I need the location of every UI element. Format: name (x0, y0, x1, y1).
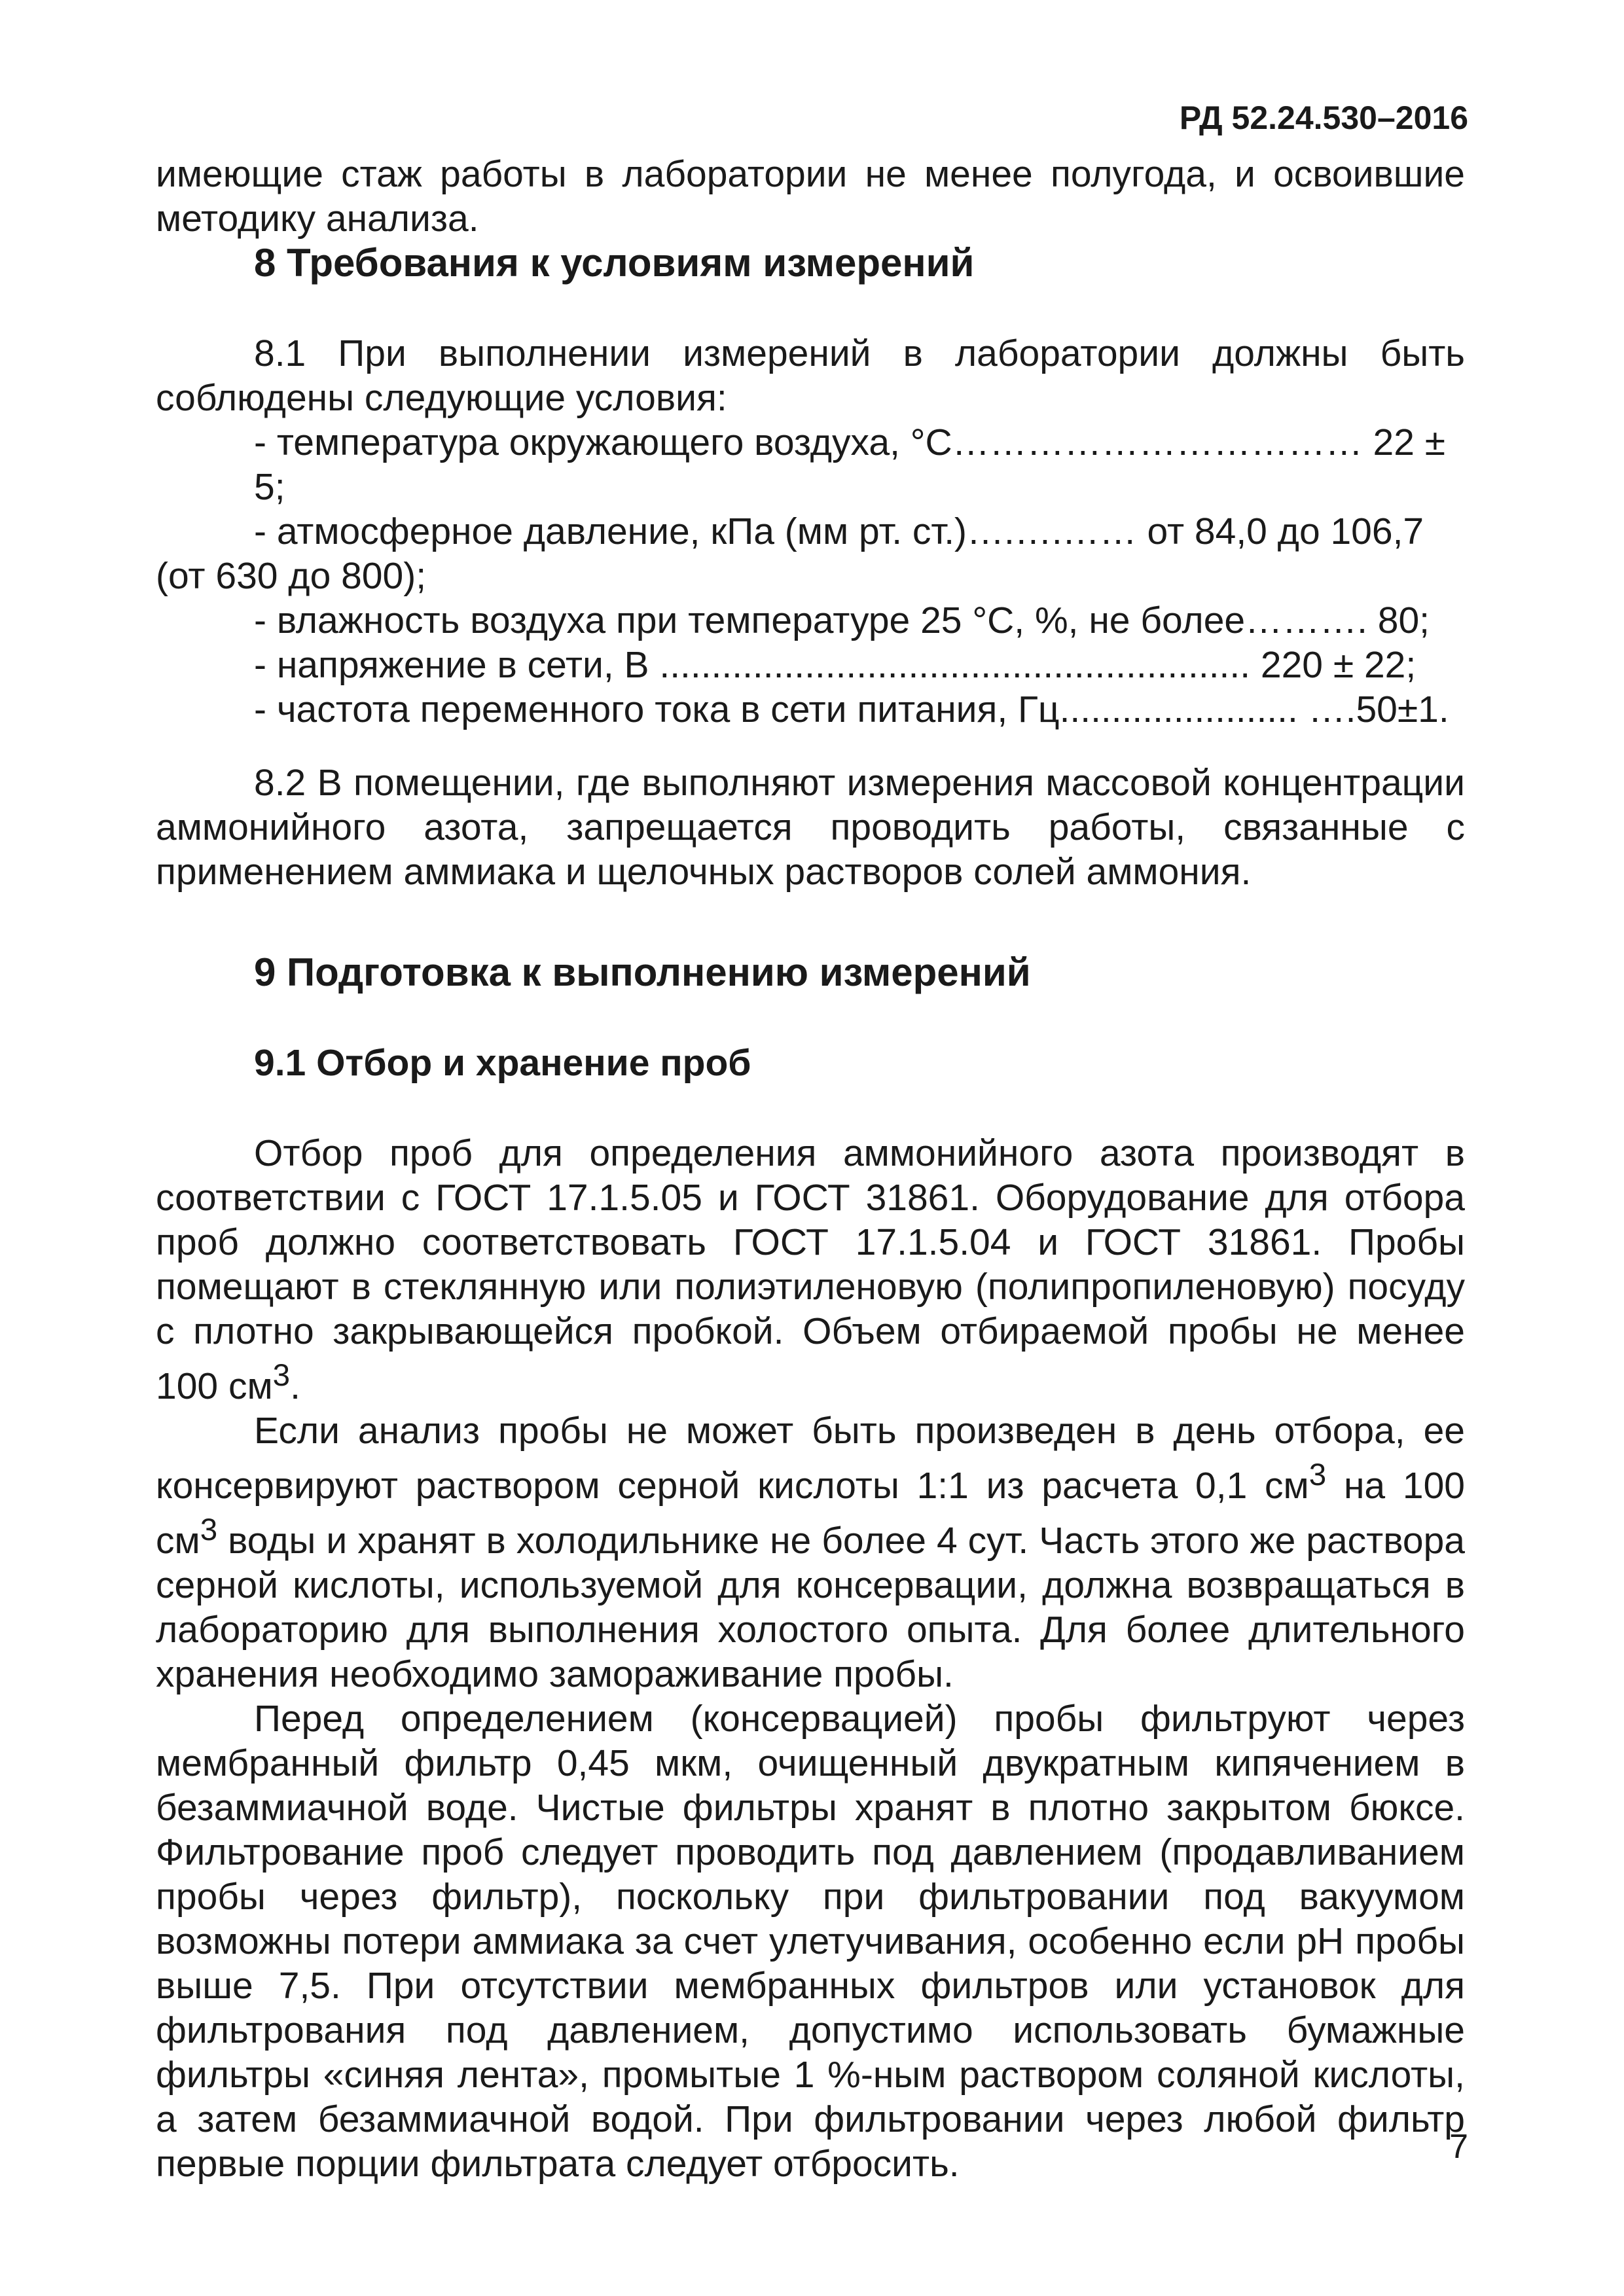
preservation-text-a: Если анализ пробы не может быть произведен в день отбора, ее консервируют раствором серной кислоты 1:1 из расчета 0,1 см (156, 1410, 1465, 1507)
section-8-heading: 8 Требования к условиям измерений (254, 241, 975, 285)
preservation-text-c: воды и хранят в холодильнике не более 4 сут. Часть этого же раствора серной кислоты, используемой для консервации, должна возвращаться в лабораторию для выполнения холостого опыта. Для более длительного хранения необходимо замораживание пробы. (156, 1520, 1465, 1695)
intro-paragraph-tail: имеющие стаж работы в лаборатории не менее полугода, и освоившие методику анализа. (156, 153, 1465, 240)
sampling-text: Отбор проб для определения аммонийного азота производят в соответствии с ГОСТ 17.1.5.05 и ГОСТ 31861. Оборудование для отбора проб должно соответствовать ГОСТ 17.1.5.04 и ГОСТ 31861. Пробы помещают в стеклянную или полиэтиленовую (полипропиленовую) посуду с плотно закрывающейся пробкой. Объем отбираемой пробы не менее 100 см (156, 1132, 1465, 1407)
condition-humidity: - влажность воздуха при температуре 25 °С, %, не более………. 80; (254, 600, 1430, 641)
preservation-text-b: на 100 см (156, 1465, 1465, 1562)
paragraph-preservation (156, 1408, 1465, 1696)
condition-pressure: - атмосферное давление, кПа (мм рт. ст.)….….…… от 84,0 до 106,7 (254, 511, 1424, 552)
section-9-heading: 9 Подготовка к выполнению измерений (254, 950, 1031, 994)
subsection-9-1-heading: 9.1 Отбор и хранение проб (254, 1042, 751, 1084)
page-number: 7 (1449, 2128, 1468, 2166)
condition-temperature: - температура окружающего воздуха, °С…………………………… 22 ± 5; (254, 422, 1446, 508)
page-content (156, 152, 1465, 2186)
superscript-3: 3 (272, 1358, 291, 1393)
condition-voltage: - напряжение в сети, В ......................................................... 220 ± 22; (254, 644, 1416, 686)
condition-frequency: - частота переменного тока в сети питания, Гц....................... ….50±1. (254, 689, 1449, 730)
paragraph-8-2: 8.2 В помещении, где выполняют измерения массовой концентрации аммонийного азота, запрещается проводить работы, связанные с применением аммиака и щелочных растворов солей аммония. (156, 762, 1465, 893)
condition-pressure-continuation: (от 630 до 800); (156, 555, 427, 597)
document-code: РД 52.24.530–2016 (1179, 99, 1468, 136)
paragraph-sampling (156, 1131, 1465, 1408)
superscript-3: 3 (200, 1513, 218, 1547)
superscript-3: 3 (1308, 1458, 1327, 1492)
sampling-text-end: . (290, 1365, 300, 1407)
paragraph-8-1: 8.1 При выполнении измерений в лаборатории должны быть соблюдены следующие условия: (156, 332, 1465, 419)
paragraph-filtration: Перед определением (консервацией) пробы фильтруют через мембранный фильтр 0,45 мкм, очищенный двукратным кипячением в безаммиачной воде. Чистые фильтры хранят в плотно закрытом бюксе. Фильтрование проб следует проводить под давлением (продавливанием пробы через фильтр), поскольку при фильтровании под вакуумом возможны потери аммиака за счет улетучивания, особенно если pH пробы выше 7,5. При отсутствии мембранных фильтров или установок для фильтрования под давлением, допустимо использовать бумажные фильтры «синяя лента», промытые 1 %-ным раствором соляной кислоты, а затем безаммиачной водой. При фильтровании через любой фильтр первые порции фильтрата следует отбросить. (156, 1698, 1465, 2185)
